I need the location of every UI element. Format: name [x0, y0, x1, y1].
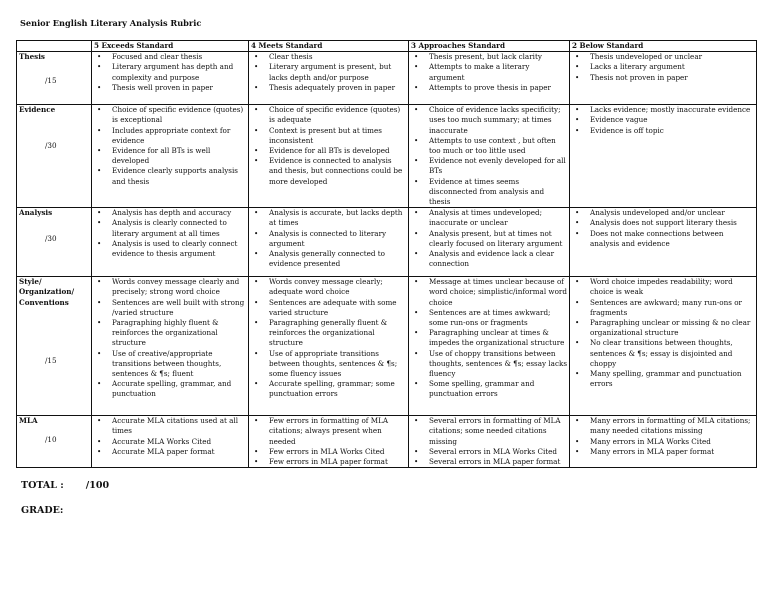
criteria-cell-exceeds	[92, 277, 249, 416]
criteria-item: • Analysis generally connected to evidence presented	[251, 249, 406, 269]
category-points: /15	[45, 76, 57, 86]
criteria-item: • Does not make connections between analysis and evidence	[572, 229, 754, 249]
rubric-row	[17, 416, 757, 468]
criteria-cell-approaches	[409, 416, 570, 468]
criteria-item: • Several errors in MLA Works Cited	[411, 447, 567, 457]
category-name: Thesis	[19, 52, 45, 62]
criteria-item: • Evidence at times seems disconnected from analysis and thesis	[411, 177, 567, 208]
criteria-item: • Thesis present, but lack clarity	[411, 52, 567, 62]
criteria-list	[94, 277, 246, 399]
criteria-item: • Evidence for all BTs is well developed	[94, 146, 246, 166]
criteria-item: • Accurate spelling, grammar; some punctuation errors	[251, 379, 406, 399]
criteria-item: • Use of appropriate transitions between thoughts, sentences & ¶s; some fluency issues	[251, 349, 406, 380]
column-header-exceeds: 5 Exceeds Standard	[92, 41, 249, 52]
criteria-item: • Many errors in MLA paper format	[572, 447, 754, 457]
total-max: /100	[85, 480, 110, 491]
criteria-cell-exceeds	[92, 208, 249, 277]
corner-cell	[17, 41, 92, 52]
criteria-list	[572, 208, 754, 249]
criteria-list	[411, 277, 567, 399]
criteria-item: • Clear thesis	[251, 52, 406, 62]
page-title: Senior English Literary Analysis Rubric	[20, 18, 202, 28]
criteria-list	[251, 277, 406, 399]
criteria-item: • Use of choppy transitions between thoughts, sentences & ¶s; essay lacks fluency	[411, 349, 567, 380]
criteria-list	[411, 105, 567, 207]
criteria-item: • No clear transitions between thoughts, sentences & ¶s; essay is disjointed and choppy	[572, 338, 754, 369]
criteria-list	[411, 416, 567, 467]
rubric-row	[17, 208, 757, 277]
criteria-cell-exceeds	[92, 105, 249, 208]
category-name: Evidence	[19, 105, 56, 115]
criteria-item: • Evidence vague	[572, 115, 754, 125]
criteria-item: • Many errors in MLA Works Cited	[572, 437, 754, 447]
criteria-cell-below	[570, 277, 757, 416]
criteria-item: • Word choice impedes readability; word choice is weak	[572, 277, 754, 297]
criteria-item: • Analysis at times undeveloped; inaccurate or unclear	[411, 208, 567, 228]
criteria-item: • Paragraphing unclear at times & impedes the organizational structure	[411, 328, 567, 348]
criteria-item: • Sentences are well built with strong /varied structure	[94, 298, 246, 318]
criteria-list	[251, 105, 406, 187]
criteria-item: • Analysis has depth and accuracy	[94, 208, 246, 218]
criteria-item: • Choice of specific evidence (quotes) is exceptional	[94, 105, 246, 125]
criteria-item: • Some spelling, grammar and punctuation errors	[411, 379, 567, 399]
criteria-item: • Analysis undeveloped and/or unclear	[572, 208, 754, 218]
category-points: /30	[45, 234, 57, 244]
criteria-list	[411, 208, 567, 269]
criteria-item: • Many errors in formatting of MLA citations; many needed citations missing	[572, 416, 754, 436]
criteria-item: • Attempts to use context , but often too much or too little used	[411, 136, 567, 156]
criteria-item: • Few errors in MLA Works Cited	[251, 447, 406, 457]
criteria-item: • Includes appropriate context for evidence	[94, 126, 246, 146]
criteria-item: • Sentences are adequate with some varied structure	[251, 298, 406, 318]
criteria-item: • Paragraphing generally fluent & reinforces the organizational structure	[251, 318, 406, 349]
criteria-item: • Sentences are awkward; many run-ons or fragments	[572, 298, 754, 318]
criteria-item: • Paragraphing highly fluent & reinforces the organizational structure	[94, 318, 246, 349]
criteria-list	[572, 52, 754, 83]
criteria-item: • Analysis is clearly connected to literary argument at all times	[94, 218, 246, 238]
header-row	[17, 41, 757, 52]
column-header-approaches: 3 Approaches Standard	[409, 41, 570, 52]
criteria-item: • Analysis is accurate, but lacks depth at times	[251, 208, 406, 228]
category-name: Style/ Organization/ Conventions	[19, 277, 75, 307]
category-cell	[17, 277, 92, 416]
criteria-item: • Context is present but at times inconsistent	[251, 126, 406, 146]
criteria-cell-exceeds	[92, 416, 249, 468]
criteria-cell-exceeds	[92, 52, 249, 105]
criteria-cell-below	[570, 52, 757, 105]
criteria-list	[94, 105, 246, 187]
criteria-cell-approaches	[409, 105, 570, 208]
criteria-item: • Several errors in MLA paper format	[411, 457, 567, 467]
criteria-list	[94, 208, 246, 259]
criteria-list	[572, 105, 754, 136]
criteria-item: • Accurate MLA Works Cited	[94, 437, 246, 447]
criteria-cell-meets	[249, 105, 409, 208]
criteria-cell-meets	[249, 52, 409, 105]
criteria-item: • Paragraphing unclear or missing & no clear organizational structure	[572, 318, 754, 338]
criteria-cell-approaches	[409, 277, 570, 416]
criteria-item: • Focused and clear thesis	[94, 52, 246, 62]
category-cell	[17, 105, 92, 208]
criteria-item: • Use of creative/appropriate transitions between thoughts, sentences & ¶s; fluent	[94, 349, 246, 380]
criteria-list	[251, 52, 406, 93]
column-header-below: 2 Below Standard	[570, 41, 757, 52]
criteria-item: • Thesis undeveloped or unclear	[572, 52, 754, 62]
criteria-list	[94, 416, 246, 457]
criteria-list	[572, 416, 754, 457]
criteria-item: • Many spelling, grammar and punctuation errors	[572, 369, 754, 389]
rubric-row	[17, 277, 757, 416]
criteria-list	[411, 52, 567, 93]
criteria-cell-approaches	[409, 208, 570, 277]
column-header-meets: 4 Meets Standard	[249, 41, 409, 52]
criteria-item: • Several errors in formatting of MLA citations; some needed citations missing	[411, 416, 567, 447]
category-cell	[17, 208, 92, 277]
criteria-item: • Analysis is connected to literary argument	[251, 229, 406, 249]
criteria-item: • Evidence not evenly developed for all BTs	[411, 156, 567, 176]
criteria-item: • Accurate MLA citations used at all times	[94, 416, 246, 436]
criteria-item: • Thesis adequately proven in paper	[251, 83, 406, 93]
criteria-item: • Analysis and evidence lack a clear connection	[411, 249, 567, 269]
category-cell	[17, 52, 92, 105]
criteria-list	[572, 277, 754, 389]
criteria-item: • Few errors in MLA paper format	[251, 457, 406, 467]
rubric-body	[17, 52, 757, 468]
criteria-item: • Literary argument is present, but lacks depth and/or purpose	[251, 62, 406, 82]
criteria-item: • Choice of specific evidence (quotes) is adequate	[251, 105, 406, 125]
criteria-cell-meets	[249, 416, 409, 468]
rubric-table	[16, 40, 757, 468]
category-points: /30	[45, 141, 57, 151]
rubric-row	[17, 105, 757, 208]
criteria-cell-below	[570, 105, 757, 208]
rubric-row	[17, 52, 757, 105]
criteria-list	[251, 208, 406, 269]
category-name: MLA	[19, 416, 38, 426]
criteria-item: • Lacks evidence; mostly inaccurate evidence	[572, 105, 754, 115]
criteria-item: • Thesis well proven in paper	[94, 83, 246, 93]
criteria-item: • Analysis does not support literary thesis	[572, 218, 754, 228]
criteria-item: • Words convey message clearly and precisely; strong word choice	[94, 277, 246, 297]
criteria-item: • Thesis not proven in paper	[572, 73, 754, 83]
category-cell	[17, 416, 92, 468]
category-points: /15	[45, 355, 57, 365]
criteria-item: • Evidence clearly supports analysis and thesis	[94, 166, 246, 186]
criteria-item: • Sentences are at times awkward; some run-ons or fragments	[411, 308, 567, 328]
criteria-item: • Analysis is used to clearly connect evidence to thesis argument	[94, 239, 246, 259]
criteria-list	[251, 416, 406, 467]
total-label: TOTAL :	[21, 480, 64, 491]
category-name: Analysis	[19, 208, 53, 218]
grade-label: GRADE:	[21, 505, 64, 516]
criteria-item: • Attempts to make a literary argument	[411, 62, 567, 82]
criteria-item: • Accurate MLA paper format	[94, 447, 246, 457]
criteria-list	[94, 52, 246, 93]
criteria-item: • Words convey message clearly; adequate word choice	[251, 277, 406, 297]
criteria-cell-meets	[249, 277, 409, 416]
criteria-cell-below	[570, 416, 757, 468]
criteria-cell-approaches	[409, 52, 570, 105]
criteria-cell-meets	[249, 208, 409, 277]
criteria-item: • Few errors in formatting of MLA citations; always present when needed	[251, 416, 406, 447]
criteria-item: • Evidence is off topic	[572, 126, 754, 136]
criteria-item: • Literary argument has depth and complexity and purpose	[94, 62, 246, 82]
criteria-item: • Attempts to prove thesis in paper	[411, 83, 567, 93]
criteria-item: • Accurate spelling, grammar, and punctuation	[94, 379, 246, 399]
criteria-item: • Lacks a literary argument	[572, 62, 754, 72]
criteria-item: • Analysis present, but at times not clearly focused on literary argument	[411, 229, 567, 249]
criteria-item: • Evidence for all BTs is developed	[251, 146, 406, 156]
criteria-item: • Message at times unclear because of word choice; simplistic/informal word choice	[411, 277, 567, 308]
criteria-cell-below	[570, 208, 757, 277]
category-points: /10	[45, 435, 57, 445]
criteria-item: • Evidence is connected to analysis and thesis, but connections could be more developed	[251, 156, 406, 187]
criteria-item: • Choice of evidence lacks specificity; uses too much summary; at times inaccurate	[411, 105, 567, 136]
total-line	[21, 480, 109, 491]
